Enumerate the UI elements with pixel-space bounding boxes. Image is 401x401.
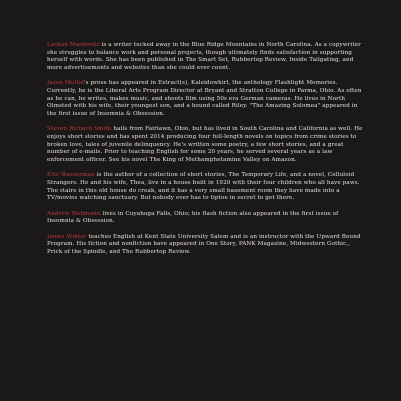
bio-text: is the author of a collection of short stories, The Temporary Life, and a novel, Celluloid Strangers. He and his wife, Thea, live in a house built in 1920 with their four children who all have paws. The stairs in this old house do creak, and it has a very small basement room they have made into a TV/movies watching sanctuary. But nobody ever has to tiptoe in secret to get there.	[47, 172, 360, 202]
bio-text: teaches English at Kent State University Salem and is an instructor with the Upward Bound Program. His fiction and nonfiction have appeared in One Story, PANK Magazine, Midwestern Gothic,, Prick of the Spindle, and The Rubbertop Review.	[47, 233, 361, 255]
bio-name: Jason Mullin	[47, 80, 84, 87]
bio-name: Eric Wasserman	[47, 172, 95, 179]
bio-text: lives in Cuyahoga Falls, Ohio; his flash fiction also appeared in the first issue of Insomnia & Obsession.	[47, 210, 339, 225]
bio-andrew-wehmann	[47, 211, 367, 226]
bio-text: hails from Fairlawn, Ohio, but has lived in South Carolina and California as well. He enjoys short stories and has spent 2014 producing four full-length novels on topics from crime stories to broken love, tales of juvenile delinquency. He's written some poetry, a few short stories, and a great number of e-mails. Prior to teaching English for some 20 years, he served several years as a law enforcement officer. See his novel The King of Methamphetamine Valley on Amazon.	[47, 126, 363, 164]
bio-james-winter	[47, 234, 367, 257]
bio-text: is a writer tucked away in the Blue Ridge Mountains in North Carolina. As a copywriter she struggles to balance work and personal projects, though ultimately finds satisfaction in supporting herself with words. She has been published in The Smart Set, Rubbertop Review, Inside Tailgating, and more advertisements and websites than she could ever count.	[47, 42, 361, 72]
bio-eric-wasserman	[47, 172, 367, 203]
bio-jason-mullin	[47, 80, 367, 119]
bio-name: James Winter	[47, 233, 87, 240]
bio-name: Andrew Wehmann	[47, 210, 101, 217]
bio-name: Steven Richard Smith	[47, 126, 112, 133]
bio-steven-richard-smith	[47, 126, 367, 165]
contributor-bios	[47, 42, 367, 264]
bio-text: 's prose has appeared in Extract(s), Kaleidowhirl, the anthology Flashlight Memories. Currently, he is the Liberal Arts Program Director at Bryant and Stratton College in Parma, Ohio. As often as he can, he writes, makes music, and shoots film using 50s era German cameras. He lives in North Olmsted with his wife, their youngest son, and a hound called Riley. "The Amazing Solomea" appeared in the first issue of Insomnia & Obsession.	[47, 80, 362, 118]
bio-laskan-markovitz	[47, 42, 367, 73]
bio-name: Laskan Markovitz	[47, 42, 100, 48]
